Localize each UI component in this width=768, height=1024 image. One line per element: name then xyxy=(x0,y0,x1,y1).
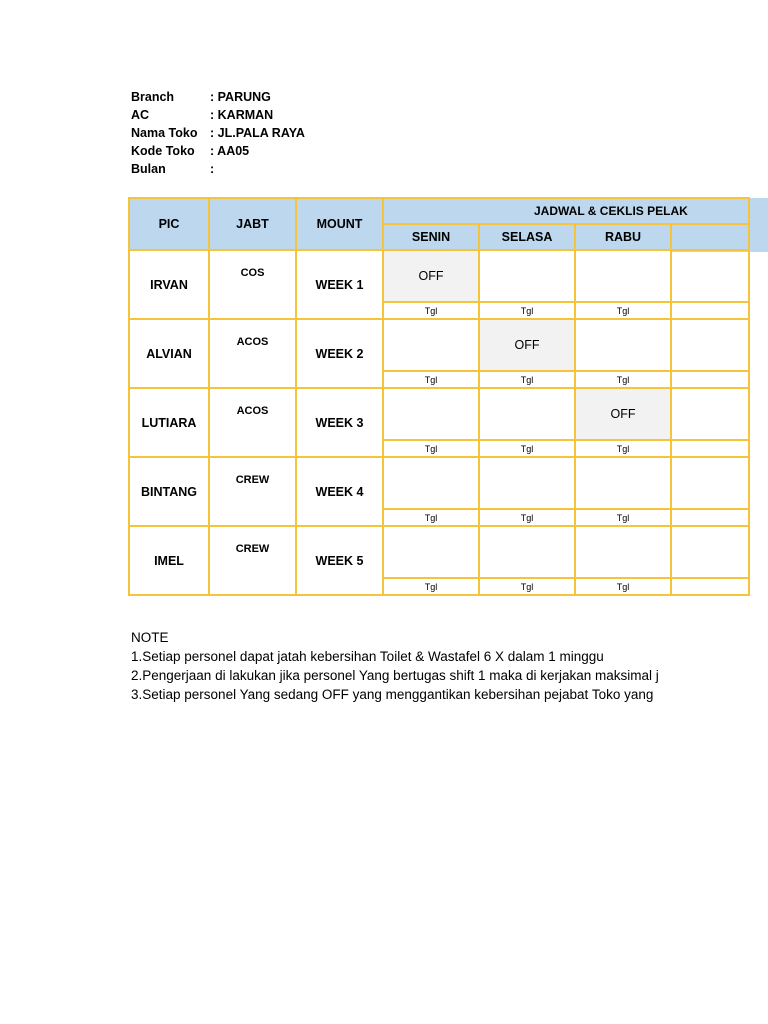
tgl-cell[interactable]: Tgl xyxy=(479,578,575,595)
mount-cell: WEEK 5 xyxy=(296,526,383,595)
note-item: 2.Pengerjaan di lakukan jika personel Yang bertugas shift 1 maka di kerjakan maksimal j xyxy=(131,668,659,683)
info-value: : xyxy=(210,162,215,176)
info-value: : KARMAN xyxy=(210,108,274,122)
info-row-branch xyxy=(131,88,305,106)
tgl-cell[interactable]: Tgl xyxy=(479,371,575,388)
tgl-cell[interactable] xyxy=(671,371,749,388)
tgl-cell[interactable]: Tgl xyxy=(479,509,575,526)
schedule-cell[interactable] xyxy=(575,457,671,509)
schedule-cell[interactable] xyxy=(575,526,671,578)
note-item: 1.Setiap personel dapat jatah kebersihan Toilet & Wastafel 6 X dalam 1 minggu xyxy=(131,649,604,664)
pic-cell: ALVIAN xyxy=(129,319,209,388)
tgl-cell[interactable] xyxy=(671,578,749,595)
schedule-cell[interactable] xyxy=(479,388,575,440)
header-jadwal: JADWAL & CEKLIS PELAK xyxy=(383,198,749,224)
pic-cell: IMEL xyxy=(129,526,209,595)
header-day: RABU xyxy=(575,224,671,250)
header-pic: PIC xyxy=(129,198,209,250)
tgl-cell[interactable]: Tgl xyxy=(383,440,479,457)
info-row-ac xyxy=(131,106,305,124)
info-row-kode-toko xyxy=(131,142,305,160)
jabt-cell: COS xyxy=(209,250,296,319)
info-label: Nama Toko xyxy=(131,126,198,140)
tgl-cell[interactable]: Tgl xyxy=(383,578,479,595)
schedule-cell[interactable]: OFF xyxy=(479,319,575,371)
tgl-cell[interactable]: Tgl xyxy=(575,302,671,319)
jabt-cell: CREW xyxy=(209,457,296,526)
info-label: Bulan xyxy=(131,162,166,176)
mount-cell: WEEK 3 xyxy=(296,388,383,457)
jabt-cell: ACOS xyxy=(209,319,296,388)
tgl-cell[interactable]: Tgl xyxy=(383,371,479,388)
schedule-cell[interactable] xyxy=(479,250,575,302)
jabt-cell: CREW xyxy=(209,526,296,595)
schedule-cell[interactable] xyxy=(671,526,749,578)
schedule-cell[interactable] xyxy=(479,526,575,578)
schedule-cell[interactable]: OFF xyxy=(383,250,479,302)
info-row-nama-toko xyxy=(131,124,305,142)
schedule-cell[interactable]: OFF xyxy=(575,388,671,440)
info-label: Branch xyxy=(131,90,175,104)
tgl-cell[interactable] xyxy=(671,440,749,457)
schedule-cell[interactable] xyxy=(575,250,671,302)
jabt-cell: ACOS xyxy=(209,388,296,457)
tgl-cell[interactable]: Tgl xyxy=(575,371,671,388)
note-item: 3.Setiap personel Yang sedang OFF yang menggantikan kebersihan pejabat Toko yang xyxy=(131,687,654,702)
header-day: SENIN xyxy=(383,224,479,250)
header-jabt: JABT xyxy=(209,198,296,250)
mount-cell: WEEK 1 xyxy=(296,250,383,319)
info-value: : JL.PALA RAYA xyxy=(210,126,305,140)
mount-cell: WEEK 4 xyxy=(296,457,383,526)
schedule-cell[interactable] xyxy=(671,388,749,440)
header-day-hidden xyxy=(671,224,749,250)
info-label: AC xyxy=(131,108,150,122)
tgl-cell[interactable] xyxy=(671,302,749,319)
tgl-cell[interactable]: Tgl xyxy=(575,509,671,526)
info-value: : PARUNG xyxy=(210,90,271,104)
schedule-table-viewport xyxy=(128,197,688,611)
header-day: SELASA xyxy=(479,224,575,250)
info-value: : AA05 xyxy=(210,144,250,158)
tgl-cell[interactable]: Tgl xyxy=(479,440,575,457)
schedule-cell[interactable] xyxy=(575,319,671,371)
pic-cell: BINTANG xyxy=(129,457,209,526)
schedule-cell[interactable] xyxy=(479,457,575,509)
tgl-cell[interactable]: Tgl xyxy=(479,302,575,319)
store-info xyxy=(131,88,305,178)
info-row-bulan xyxy=(131,160,305,178)
header-mount: MOUNT xyxy=(296,198,383,250)
notes-title: NOTE xyxy=(131,630,169,645)
schedule-cell[interactable] xyxy=(671,250,749,302)
tgl-cell[interactable]: Tgl xyxy=(575,440,671,457)
tgl-cell[interactable]: Tgl xyxy=(383,509,479,526)
pic-cell: IRVAN xyxy=(129,250,209,319)
notes-section xyxy=(131,628,671,704)
tgl-cell[interactable]: Tgl xyxy=(383,302,479,319)
schedule-cell[interactable] xyxy=(671,319,749,371)
pic-cell: LUTIARA xyxy=(129,388,209,457)
schedule-cell[interactable] xyxy=(671,457,749,509)
schedule-cell[interactable] xyxy=(383,526,479,578)
schedule-cell[interactable] xyxy=(383,319,479,371)
schedule-cell[interactable] xyxy=(383,388,479,440)
schedule-table xyxy=(128,197,750,596)
mount-cell: WEEK 2 xyxy=(296,319,383,388)
tgl-cell[interactable] xyxy=(671,509,749,526)
schedule-cell[interactable] xyxy=(383,457,479,509)
info-label: Kode Toko xyxy=(131,144,195,158)
tgl-cell[interactable]: Tgl xyxy=(575,578,671,595)
